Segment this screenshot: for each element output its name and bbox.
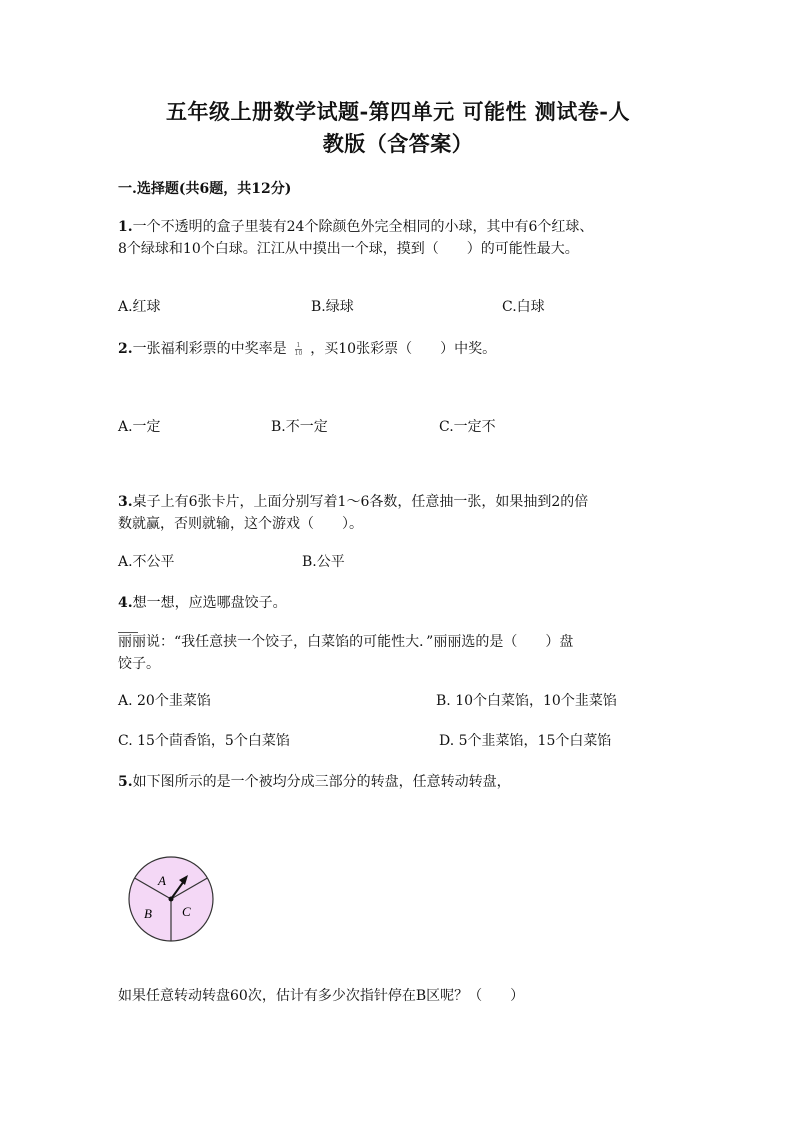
spinner-center [169,897,174,902]
title-line-2: 教版（含答案） [322,131,474,156]
spinner-diagram [126,854,216,944]
option-c[interactable]: C. 15个茴香馅，5个白菜馅 [118,733,290,749]
question-text: 桌子上有6张卡片，上面分别写着1～6各数，任意抽一张，如果抽到2的倍 [132,494,589,510]
question-3 [118,491,678,535]
fraction-denominator: 10 [294,349,303,357]
title-line-1: 五年级上册数学试题-第四单元 可能性 测试卷-人 [165,99,631,124]
spinner-label-c: C [182,904,191,919]
question-number: 1. [118,219,133,235]
question-number: 3. [118,494,133,510]
option-b[interactable]: B.不一定 [271,419,328,435]
question-text: 一个不透明的盒子里装有24个除颜色外完全相同的小球，其中有6个红球、 [132,219,594,235]
question-5-prompt: 如果任意转动转盘60次，估计有多少次指针停在B区呢？（ ） [118,988,525,1004]
question-text: 丽丽说：“我任意挟一个饺子，白菜馅的可能性大．”丽丽选的是（ ）盘 [118,634,574,650]
question-4 [118,592,678,614]
option-a[interactable]: A. 20个韭菜馅 [118,693,211,709]
section-heading: 一.选择题(共6题，共12分) [118,181,292,197]
question-4-prompt [118,631,678,675]
option-a[interactable]: A.红球 [118,299,161,315]
spinner-label-a: A [158,873,166,888]
question-5 [118,771,678,793]
question-2 [118,338,678,360]
spinner-label-b: B [144,906,152,921]
question-number: 2. [118,341,133,357]
question-text: 一张福利彩票的中奖率是 [132,341,287,357]
fraction-numerator: 1 [296,341,301,349]
question-text: 想一想，应选哪盘饺子。 [132,595,287,611]
page-title [118,96,678,160]
question-1 [118,216,678,260]
question-number: 5. [118,774,133,790]
fraction [295,342,303,357]
option-d[interactable]: D. 5个韭菜馅，15个白菜馅 [439,733,612,749]
option-c[interactable]: C.白球 [502,299,545,315]
option-a[interactable]: A.一定 [118,419,161,435]
question-text: 8个绿球和10个白球。江江从中摸出一个球，摸到（ ）的可能性最大。 [118,241,579,257]
option-b[interactable]: B.绿球 [311,299,354,315]
question-text: 数就赢，否则就输，这个游戏（ ）。 [118,516,363,532]
option-b[interactable]: B.公平 [302,554,345,570]
question-text: 如下图所示的是一个被均分成三部分的转盘，任意转动转盘， [132,774,511,790]
option-c[interactable]: C.一定不 [439,419,496,435]
option-b[interactable]: B. 10个白菜馅，10个韭菜馅 [436,693,617,709]
option-a[interactable]: A.不公平 [118,554,175,570]
question-text: ，买10张彩票（ ）中奖。 [310,341,497,357]
question-number: 4. [118,595,133,611]
question-text: 饺子。 [118,656,160,672]
